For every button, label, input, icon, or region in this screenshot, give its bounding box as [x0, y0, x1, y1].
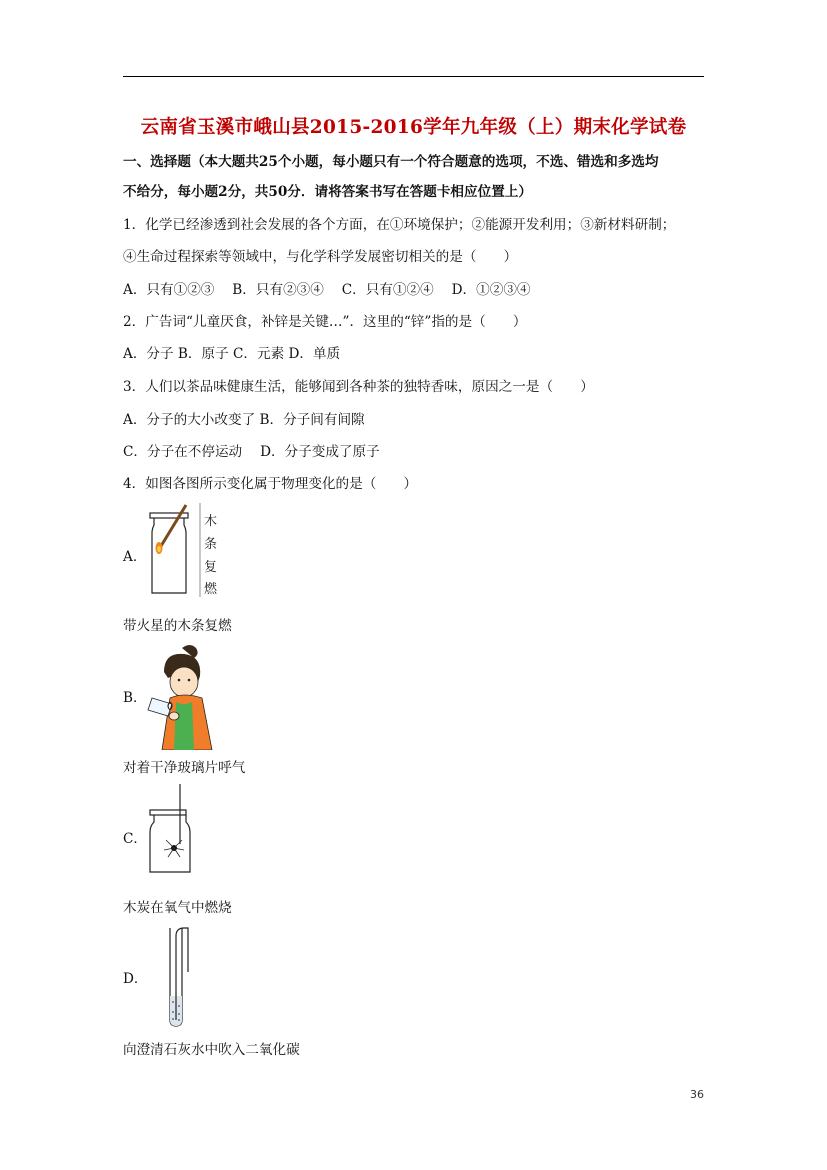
figure-text-1: 木 [204, 514, 218, 529]
q1-options: A．只有①②③ B．只有②③④ C．只有①②④ D．①②③④ [123, 282, 531, 298]
section-heading-line2: 不给分，每小题2分，共50分．请将答案书写在答题卡相应位置上） [123, 184, 532, 200]
q4-option-a-caption: 带火星的木条复燃 [123, 618, 232, 634]
q2-options: A．分子 B．原子 C．元素 D．单质 [123, 346, 341, 362]
hand [169, 712, 179, 720]
section-heading-line1: 一、选择题（本大题共25个小题，每小题只有一个符合题意的选项，不选、错选和多选均 [123, 154, 659, 170]
q4-stem: 4．如图各图所示变化属于物理变化的是（ ） [123, 476, 418, 492]
girl-breathing-on-glass-figure [146, 642, 218, 750]
figure-text-2: 条 [204, 537, 218, 552]
q3-options-line1: A．分子的大小改变了 B．分子间有间隙 [123, 412, 365, 428]
q3-options-line2: C．分子在不停运动 D．分子变成了原子 [123, 444, 380, 460]
q3-stem: 3．人们以茶品味健康生活，能够闻到各种茶的独特香味，原因之一是（ ） [123, 379, 594, 395]
q4-option-c-label: C． [123, 831, 147, 847]
q4-option-b-caption: 对着干净玻璃片呼气 [123, 760, 246, 776]
figure-text-3: 复 [204, 560, 218, 575]
glowing-splint-figure [146, 503, 218, 597]
q4-option-b-label: B． [123, 690, 147, 706]
q4-option-c-caption: 木炭在氧气中燃烧 [123, 900, 232, 916]
gas-bottle [152, 518, 186, 593]
wooden-splint [158, 505, 186, 551]
charcoal-burning-figure [146, 782, 196, 874]
q4-option-d-caption: 向澄清石灰水中吹入二氧化碳 [123, 1042, 300, 1058]
spark-icon [164, 840, 184, 857]
bottle-stopper [150, 810, 186, 815]
exam-title: 云南省玉溪市峨山县2015-2016学年九年级（上）期末化学试卷 [140, 117, 687, 138]
q2-stem: 2．广告词“儿童厌食，补锌是关键…”．这里的“锌”指的是（ ） [123, 314, 527, 330]
apron [174, 702, 194, 750]
face [170, 667, 198, 697]
q1-stem-line1: 1．化学已经渗透到社会发展的各个方面，在①环境保护；②能源开发利用；③新材料研制； [123, 217, 676, 233]
q1-stem-line2: ④生命过程探索等领域中，与化学科学发展密切相关的是（ ） [123, 249, 518, 265]
limewater-test-tube-figure [164, 924, 196, 1028]
q4-option-a-label: A． [123, 549, 147, 565]
page-number: 36 [690, 1088, 704, 1101]
figure-text-4: 燃 [204, 582, 218, 597]
header-rule [123, 76, 704, 77]
q4-option-d-label: D． [123, 971, 148, 987]
